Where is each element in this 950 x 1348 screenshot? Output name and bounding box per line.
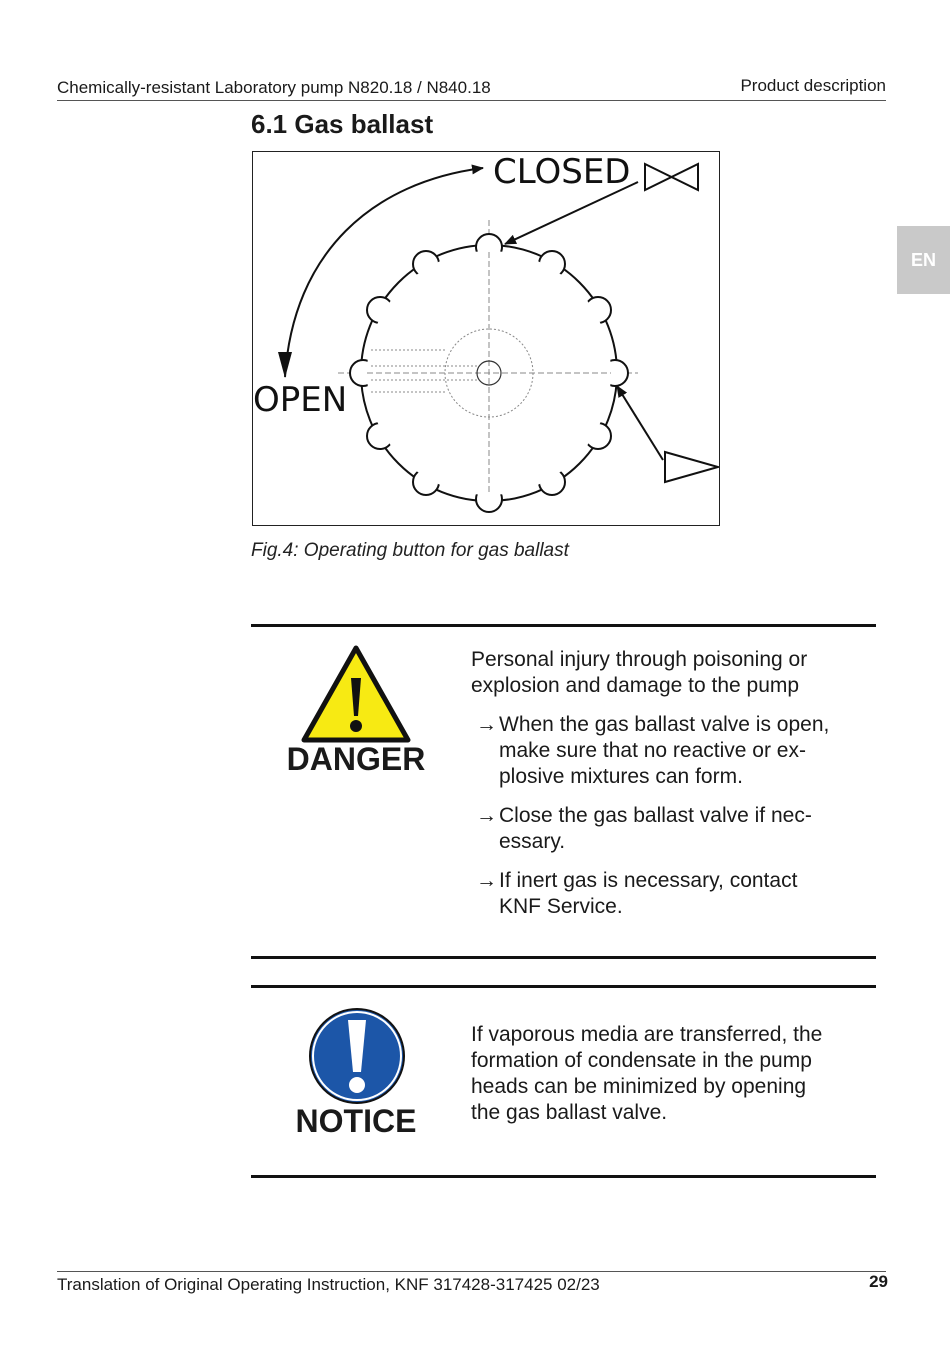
notice-text-block [471,1022,881,1126]
closed-label: CLOSED [493,152,631,192]
open-arrowhead [278,352,292,378]
gas-ballast-knob-diagram [253,152,719,525]
header-divider [57,100,886,101]
notice-top-rule [251,985,876,988]
notice-exclamation-icon [307,1006,407,1106]
gas-ballast-figure [252,151,720,526]
page-number: 29 [869,1272,888,1291]
danger-step-3-line-1: If inert gas is necessary, contact [499,869,798,892]
danger-text-block [471,647,881,920]
danger-heading-line-1: Personal injury through poisoning or [471,648,808,671]
danger-top-rule [251,624,876,627]
danger-step-1-line-1: When the gas ballast valve is open, [499,713,830,736]
header-document-title: Chemically-resistant Laboratory pump N820.18 / N840.18 [57,78,491,97]
danger-warning-triangle-icon [300,644,412,744]
step-arrow-icon: → [476,869,497,892]
open-valve-symbol-icon [665,452,718,482]
figure-caption: Fig.4: Operating button for gas ballast [251,540,569,561]
section-title: 6.1 Gas ballast [251,109,434,139]
language-tab[interactable]: EN [897,226,950,294]
danger-step-3-line-2: KNF Service. [499,895,623,918]
header-chapter-title: Product description [740,76,886,95]
danger-bottom-rule [251,956,876,959]
step-arrow-icon: → [476,804,497,827]
footer-divider [57,1271,886,1272]
danger-step-1-line-3: plosive mixtures can form. [499,765,743,788]
danger-step-3 [471,868,881,920]
open-label: OPEN [253,380,348,420]
closed-valve-symbol-icon [645,164,698,190]
danger-step-2 [471,803,881,855]
danger-step-1 [471,712,881,790]
danger-heading-line-2: explosion and damage to the pump [471,674,800,697]
notice-signal-word: NOTICE [295,1103,417,1139]
notice-bottom-rule [251,1175,876,1178]
notice-line-4: the gas ballast valve. [471,1101,668,1124]
notice-line-2: formation of condensate in the pump [471,1049,812,1072]
danger-signal-word: DANGER [286,741,426,777]
footer-document-reference: Translation of Original Operating Instruction, KNF 317428-317425 02/23 [57,1275,600,1294]
notice-line-3: heads can be minimized by opening [471,1075,807,1098]
step-arrow-icon: → [476,713,497,736]
notice-line-1: If vaporous media are transferred, the [471,1023,823,1046]
open-pointer-arrow [617,386,663,460]
danger-step-1-line-2: make sure that no reactive or ex- [499,739,806,762]
danger-step-2-line-1: Close the gas ballast valve if nec- [499,804,812,827]
danger-step-2-line-2: essary. [499,830,566,853]
